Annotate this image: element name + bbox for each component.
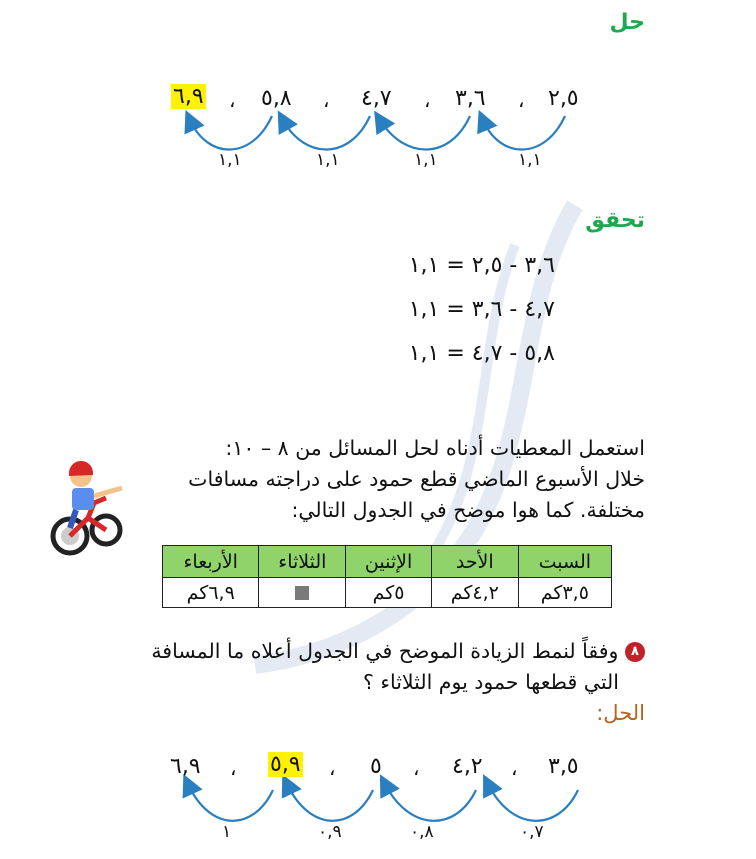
sequence-term: ٣,٥ <box>548 754 579 779</box>
difference-label: ١,١ <box>518 150 542 170</box>
boy-on-bicycle-illustration <box>48 458 138 558</box>
sequence-separator: ، <box>230 756 237 780</box>
verify-equation: ٤,٧ - ٣,٦ = ١,١ <box>408 297 555 322</box>
sequence-separator: ، <box>329 756 336 780</box>
table-cell: ٤,٢كم <box>431 578 518 608</box>
problem-intro <box>130 433 645 526</box>
table-cell-unknown <box>259 578 346 608</box>
difference-label: ١ <box>222 822 232 842</box>
arrow <box>380 116 470 150</box>
sequence-separator: ، <box>518 88 525 112</box>
verify-heading: تحقق <box>585 208 645 233</box>
sequence-term: ٥ <box>370 754 382 779</box>
sequence-term: ٢,٥ <box>548 86 579 111</box>
table-cell: ٦,٩كم <box>163 578 259 608</box>
sequence-separator: ، <box>229 88 236 112</box>
table-header-cell: السبت <box>518 546 611 578</box>
highlighted-term: ٦,٩ <box>173 84 204 109</box>
difference-label: ١,١ <box>218 150 242 170</box>
sequence-separator: ، <box>511 756 518 780</box>
solution-heading: حل <box>609 10 645 35</box>
table-header-cell: الأحد <box>431 546 518 578</box>
intro-line: استعمل المعطيات أدناه لحل المسائل من ٨ – ١٠: <box>225 436 645 460</box>
sequence-term: ٥,٨ <box>261 86 292 111</box>
arrow <box>190 116 272 150</box>
difference-label: ٠,٨ <box>410 822 434 842</box>
sequence-term: ٤,٢ <box>452 754 483 779</box>
table-header-row <box>163 546 612 578</box>
intro-line: مختلفة. كما هوا موضح في الجدول التالي: <box>291 498 645 522</box>
unknown-square-icon <box>295 586 309 600</box>
table-header-cell: الإثنين <box>346 546 432 578</box>
difference-label: ٠,٩ <box>318 822 342 842</box>
question-8 <box>105 636 645 728</box>
solution-label: الحل: <box>596 701 645 725</box>
question-number-badge: ٨ <box>625 642 645 662</box>
arrow <box>385 784 476 821</box>
verify-equation: ٥,٨ - ٤,٧ = ١,١ <box>408 341 555 366</box>
sequence-separator: ، <box>413 756 420 780</box>
arrow <box>188 784 273 821</box>
difference-label: ١,١ <box>414 150 438 170</box>
table-row <box>163 578 612 608</box>
distance-table <box>162 545 612 608</box>
arrow <box>287 784 373 821</box>
arrow <box>283 116 370 150</box>
question-line: وفقاً لنمط الزيادة الموضح في الجدول أعلاه ما المسافة <box>151 639 619 663</box>
table-header-cell: الأربعاء <box>163 546 259 578</box>
intro-line: خلال الأسبوع الماضي قطع حمود على دراجته مسافات <box>188 467 645 491</box>
highlighted-term: ٥,٩ <box>270 752 301 777</box>
verify-equation: ٣,٦ - ٢,٥ = ١,١ <box>408 253 555 278</box>
sequence-term: ٣,٦ <box>455 86 486 111</box>
arrow <box>483 116 565 150</box>
sequence-term: ٤,٧ <box>361 86 392 111</box>
arrow <box>488 784 578 821</box>
sequence-separator: ، <box>323 88 330 112</box>
difference-label: ١,١ <box>316 150 340 170</box>
sequence-separator: ، <box>424 88 431 112</box>
table-cell: ٥كم <box>346 578 432 608</box>
difference-label: ٠,٧ <box>520 822 544 842</box>
question-line: التي قطعها حمود يوم الثلاثاء ؟ <box>362 670 619 694</box>
table-cell: ٣,٥كم <box>518 578 611 608</box>
table-header-cell: الثلاثاء <box>259 546 346 578</box>
sequence-term: ٦,٩ <box>170 754 201 779</box>
